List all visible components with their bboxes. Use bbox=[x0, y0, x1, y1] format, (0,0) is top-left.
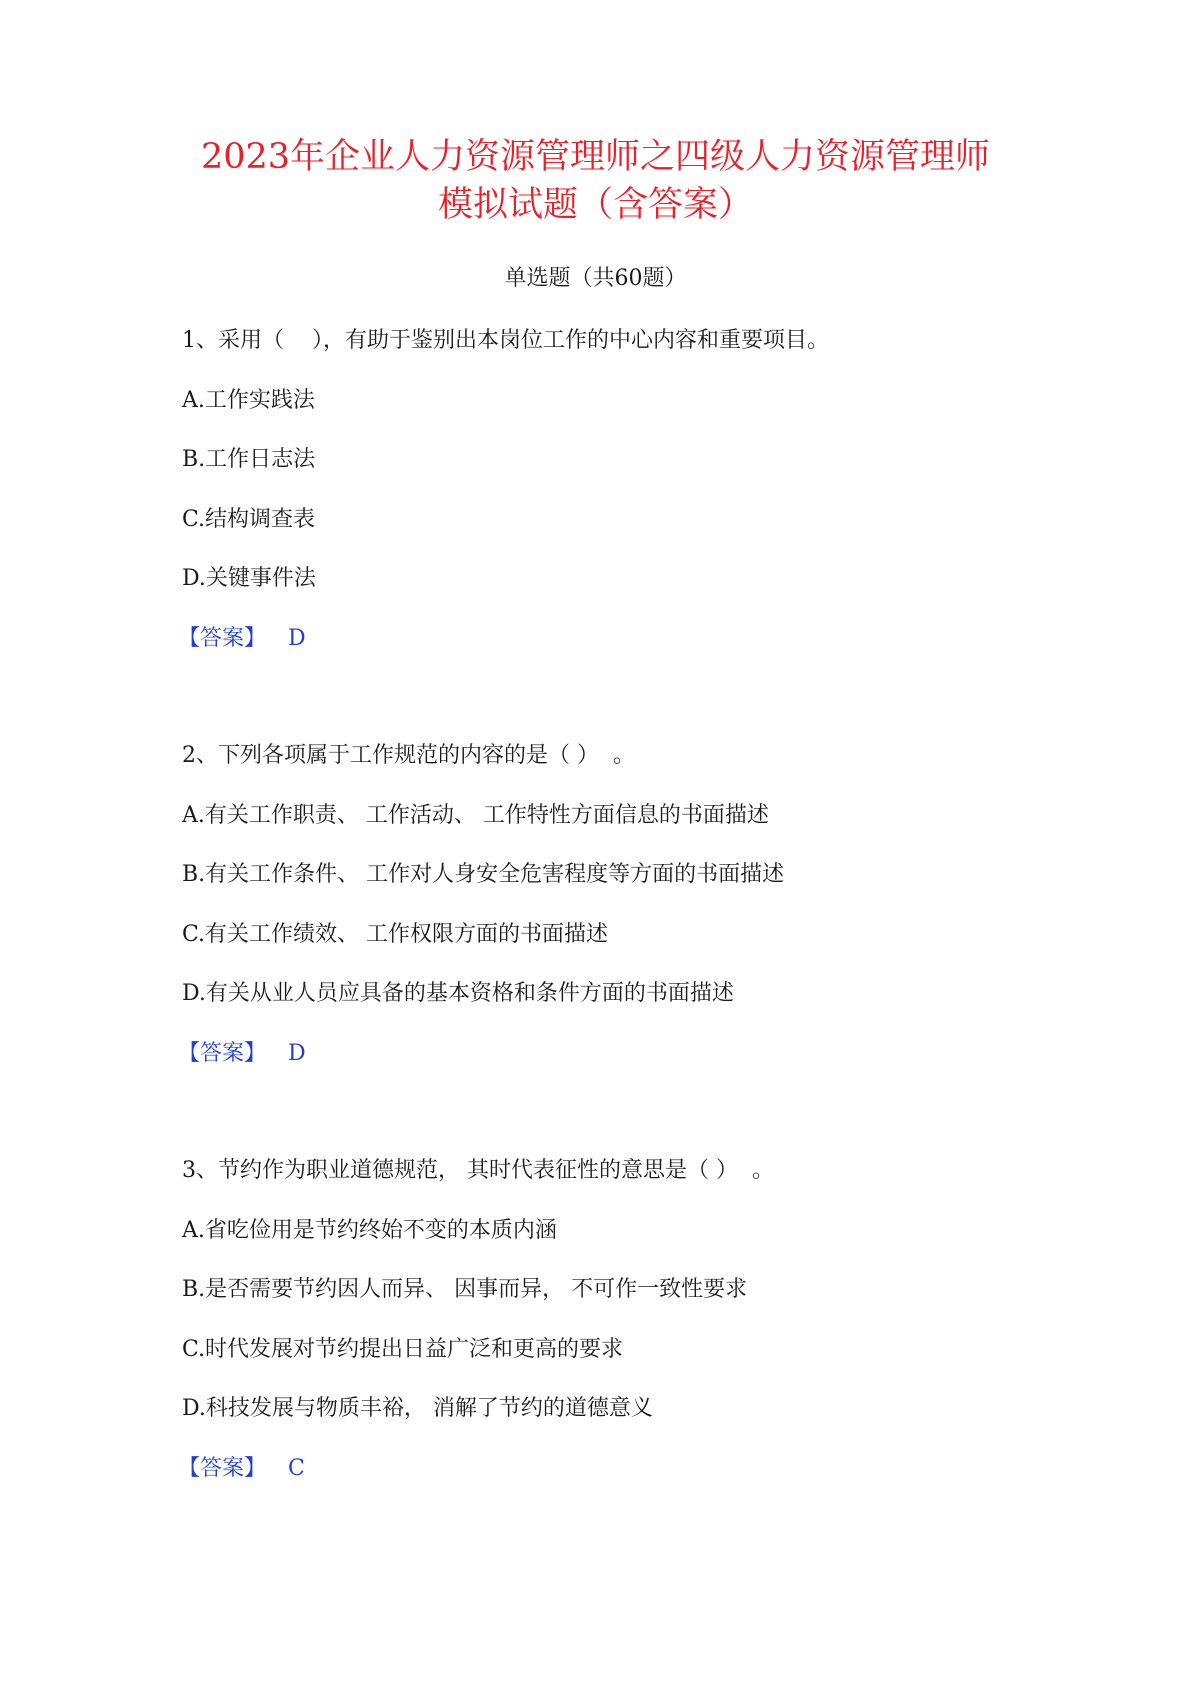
question-3-option-d: D.科技发展与物质丰裕， 消解了节约的道德意义 bbox=[182, 1396, 653, 1421]
question-1-stem: 1、采用（ ），有助于鉴别出本岗位工作的中心内容和重要项目。 bbox=[182, 328, 829, 353]
document-title-line-2: 模拟试题（含答案） bbox=[437, 185, 753, 225]
question-3-option-a: A.省吃俭用是节约终始不变的本质内涵 bbox=[182, 1218, 557, 1243]
question-1-option-d: D.关键事件法 bbox=[182, 566, 316, 591]
question-1-option-a: A.工作实践法 bbox=[182, 388, 315, 413]
question-3-option-c: C.时代发展对节约提出日益广泛和更高的要求 bbox=[182, 1337, 624, 1362]
answer-label: 【答案】 bbox=[178, 1041, 267, 1066]
question-2-option-c: C.有关工作绩效、 工作权限方面的书面描述 bbox=[182, 922, 609, 947]
answer-value: C bbox=[288, 1456, 305, 1481]
question-2-option-d: D.有关从业人员应具备的基本资格和条件方面的书面描述 bbox=[182, 981, 734, 1006]
question-2-stem: 2、下列各项属于工作规范的内容的是（ ） 。 bbox=[182, 743, 635, 768]
question-1-answer bbox=[178, 628, 306, 650]
answer-value: D bbox=[288, 626, 306, 651]
question-1-option-b: B.工作日志法 bbox=[182, 447, 316, 472]
answer-label: 【答案】 bbox=[178, 626, 267, 651]
question-2-option-b: B.有关工作条件、 工作对人身安全危害程度等方面的书面描述 bbox=[182, 862, 785, 887]
question-3-option-b: B.是否需要节约因人而异、 因事而异， 不可作一致性要求 bbox=[182, 1277, 748, 1302]
answer-label: 【答案】 bbox=[178, 1456, 267, 1481]
answer-value: D bbox=[288, 1041, 306, 1066]
question-3-answer bbox=[178, 1458, 305, 1480]
document-title-line-1: 2023年企业人力资源管理师之四级人力资源管理师 bbox=[200, 137, 991, 177]
question-2-option-a: A.有关工作职责、 工作活动、 工作特性方面信息的书面描述 bbox=[182, 803, 769, 828]
section-heading: 单选题（共60题） bbox=[504, 266, 687, 291]
question-1-option-c: C.结构调查表 bbox=[182, 507, 316, 532]
question-2-answer bbox=[178, 1043, 306, 1065]
question-3-stem: 3、节约作为职业道德规范， 其时代表征性的意思是（ ） 。 bbox=[182, 1158, 774, 1183]
